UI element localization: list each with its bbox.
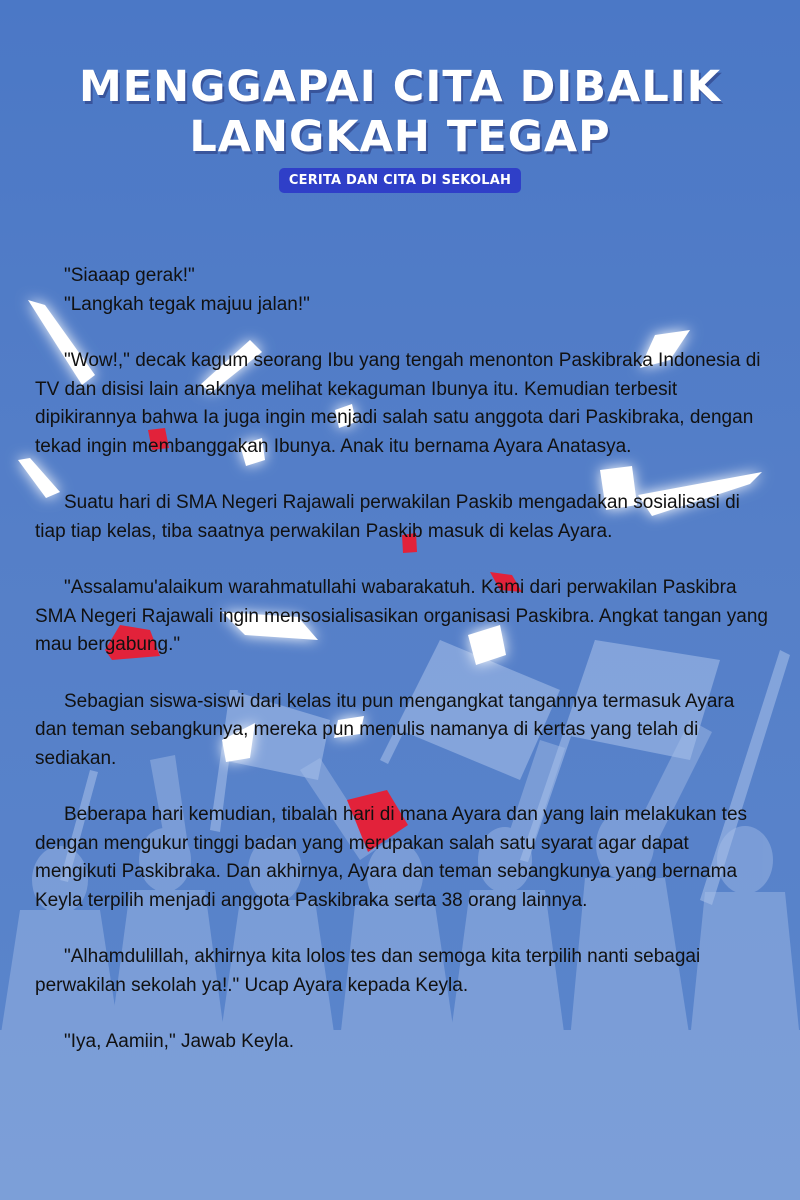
paragraph-2: "Langkah tegak majuu jalan!" <box>64 293 310 315</box>
header <box>0 62 800 193</box>
title-line-1: MENGGAPAI CITA DIBALIK <box>78 62 722 112</box>
paragraph-6: Sebagian siswa-siswi dari kelas itu pun mengangkat tangannya termasuk Ayara dan teman sebangkunya, mereka pun menulis namanya di kertas yang telah di sediakan. <box>35 690 735 769</box>
paragraph-3: "Wow!," decak kagum seorang Ibu yang tengah menonton Paskibraka Indonesia di TV dan disisi lain anaknya melihat kekaguman Ibunya itu. Kemudian terbesit dipikirannya bahwa Ia juga ingin menjadi salah satu anggota dari Paskibraka, dengan tekad ingin membanggakan Ibunya. Anak itu bernama Ayara Anatasya. <box>35 350 761 457</box>
paragraph-4: Suatu hari di SMA Negeri Rajawali perwakilan Paskib mengadakan sosialisasi di tiap tiap kelas, tiba saatnya perwakilan Paskib masuk di kelas Ayara. <box>35 492 740 542</box>
subtitle-badge: CERITA DAN CITA DI SEKOLAH <box>279 168 521 193</box>
paragraph-8: "Alhamdulillah, akhirnya kita lolos tes dan semoga kita terpilih nanti sebagai perwakilan sekolah ya!." Ucap Ayara kepada Keyla. <box>35 946 701 996</box>
paragraph-1: "Siaaap gerak!" <box>64 265 195 286</box>
paragraph-5: "Assalamu'alaikum warahmatullahi wabarakatuh. Kami dari perwakilan Paskibra SMA Negeri Rajawali ingin mensosialisasikan organisasi Paskibra. Angkat tangan yang mau bergabung." <box>35 577 768 655</box>
story-body <box>35 262 770 1085</box>
title-line-2: LANGKAH TEGAP <box>189 112 611 162</box>
page-title <box>0 62 800 162</box>
paragraph-9: "Iya, Aamiin," Jawab Keyla. <box>64 1031 294 1052</box>
paragraph-7: Beberapa hari kemudian, tibalah hari di mana Ayara dan yang lain melakukan tes dengan mengukur tinggi badan yang merupakan salah satu syarat agar dapat mengikuti Paskibraka. Dan akhirnya, Ayara dan teman sebangkunya yang bernama Keyla terpilih menjadi anggota Paskibraka serta 38 orang lainnya. <box>35 804 748 911</box>
